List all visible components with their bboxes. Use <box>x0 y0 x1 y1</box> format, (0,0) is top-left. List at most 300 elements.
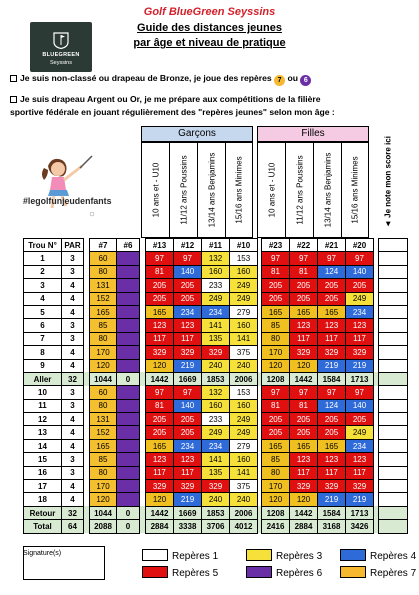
note-line-3: sportive fédérale en jouant régulièrement des "repères jeunes" selon mon âge : <box>10 107 335 117</box>
note-line-1 <box>10 72 311 86</box>
girls-distance: 219 <box>318 359 346 372</box>
table-header-row <box>24 239 408 252</box>
age-col-girls-minimes: 15/16 ans Minimes <box>341 142 369 238</box>
girls-distance: 249 <box>346 426 374 439</box>
boys-distance: 97 <box>174 252 202 265</box>
score-entry-cell[interactable] <box>379 292 408 305</box>
subtotal-row <box>24 372 408 385</box>
legend-swatch <box>340 566 366 578</box>
girls-distance: 117 <box>318 466 346 479</box>
boys-distance: 234 <box>174 305 202 318</box>
score-entry-cell[interactable] <box>379 359 408 372</box>
score-header-text: Je note mon score ici <box>383 136 393 218</box>
girls-distance: 140 <box>346 399 374 412</box>
par-value: 3 <box>62 386 84 399</box>
girls-distance: 97 <box>318 386 346 399</box>
legend-swatch <box>246 549 272 561</box>
boys-distance: 329 <box>146 480 174 493</box>
boys-distance: 233 <box>202 279 230 292</box>
col-header-par: PAR <box>62 239 84 252</box>
girls-distance: 97 <box>346 252 374 265</box>
tee-7-distance: 131 <box>90 279 117 292</box>
girls-distance: 3426 <box>346 520 374 533</box>
boys-distance: 1853 <box>202 506 230 519</box>
score-entry-cell[interactable] <box>379 413 408 426</box>
tee-6-distance <box>117 480 140 493</box>
tee-7-distance: 165 <box>90 305 117 318</box>
par-value: 4 <box>62 279 84 292</box>
table-row <box>24 279 408 292</box>
girls-distance: 80 <box>262 332 290 345</box>
tee-6-distance <box>117 466 140 479</box>
legend-swatch <box>142 566 168 578</box>
score-entry-cell[interactable] <box>379 279 408 292</box>
girls-distance: 124 <box>318 265 346 278</box>
boys-distance: 249 <box>202 292 230 305</box>
girls-distance: 205 <box>318 426 346 439</box>
checkbox-icon[interactable] <box>10 96 17 103</box>
table-row <box>24 426 408 439</box>
boys-distance: 120 <box>146 359 174 372</box>
girls-distance: 117 <box>346 332 374 345</box>
girls-distance: 205 <box>346 279 374 292</box>
girls-distance: 97 <box>262 386 290 399</box>
boys-distance: 375 <box>230 346 258 359</box>
boys-distance: 205 <box>174 292 202 305</box>
boys-distance: 249 <box>230 426 258 439</box>
par-value: 4 <box>62 359 84 372</box>
tee-6-distance <box>117 332 140 345</box>
tee-7-distance: 165 <box>90 439 117 452</box>
boys-distance: 140 <box>174 265 202 278</box>
par-value: 3 <box>62 332 84 345</box>
par-value: 4 <box>62 439 84 452</box>
table-row <box>24 453 408 466</box>
tee-6-distance <box>117 413 140 426</box>
score-entry-cell[interactable] <box>379 386 408 399</box>
girls-header: Filles <box>257 126 369 142</box>
boys-distance: 279 <box>230 305 258 318</box>
tee-6-distance <box>117 305 140 318</box>
boys-distance: 81 <box>146 265 174 278</box>
par-value: 3 <box>62 399 84 412</box>
subtotal-row <box>24 506 408 519</box>
hole-number: 6 <box>24 319 62 332</box>
girls-distance: 80 <box>262 466 290 479</box>
boys-distance: 1442 <box>146 506 174 519</box>
girls-distance: 329 <box>346 346 374 359</box>
tee-7-distance: 170 <box>90 480 117 493</box>
table-row <box>24 359 408 372</box>
score-entry-cell[interactable] <box>379 439 408 452</box>
row-label: Retour <box>24 506 62 519</box>
table-row <box>24 399 408 412</box>
boys-distance: 160 <box>230 453 258 466</box>
girls-distance: 120 <box>262 493 290 506</box>
tee-6-distance <box>117 319 140 332</box>
boys-distance: 165 <box>146 439 174 452</box>
col-header-girls-tee: #22 <box>290 239 318 252</box>
signature-label: Signature(s) <box>23 550 62 557</box>
legend-swatch <box>340 549 366 561</box>
score-entry-cell[interactable] <box>379 493 408 506</box>
hole-number: 9 <box>24 359 62 372</box>
table-row <box>24 480 408 493</box>
hole-number: 16 <box>24 466 62 479</box>
boys-distance: 2884 <box>146 520 174 533</box>
legend-swatch <box>142 549 168 561</box>
table-row <box>24 439 408 452</box>
girls-distance: 123 <box>346 453 374 466</box>
hole-number: 5 <box>24 305 62 318</box>
tee-7-distance: 120 <box>90 359 117 372</box>
tee-6-distance <box>117 359 140 372</box>
boys-distance: 117 <box>146 332 174 345</box>
girls-distance: 170 <box>262 346 290 359</box>
logo-line-2: Seyssins <box>49 60 72 66</box>
tee-6-distance <box>117 399 140 412</box>
girls-distance: 1208 <box>262 506 290 519</box>
girls-distance: 205 <box>318 292 346 305</box>
note-or: ou <box>287 73 298 83</box>
boys-distance: 141 <box>230 332 258 345</box>
girls-distance: 117 <box>290 466 318 479</box>
note-line-1-text: Je suis non-classé ou drapeau de Bronze, je joue des repères <box>20 73 272 83</box>
boys-distance: 329 <box>174 346 202 359</box>
tee-7-distance: 80 <box>90 466 117 479</box>
score-entry-cell[interactable] <box>379 252 408 265</box>
girls-distance: 205 <box>290 292 318 305</box>
boys-distance: 240 <box>202 359 230 372</box>
tee-6-distance: 0 <box>117 372 140 385</box>
boys-distance: 205 <box>174 426 202 439</box>
score-column-header: ◄ Je note mon score ici <box>383 136 393 228</box>
par-value: 4 <box>62 413 84 426</box>
boys-distance: 135 <box>202 466 230 479</box>
score-entry-cell[interactable] <box>379 426 408 439</box>
hole-number: 8 <box>24 346 62 359</box>
tee-7-distance: 60 <box>90 252 117 265</box>
score-entry-cell[interactable] <box>379 466 408 479</box>
par-value: 4 <box>62 480 84 493</box>
boys-distance: 1853 <box>202 372 230 385</box>
girls-distance: 2884 <box>290 520 318 533</box>
boys-distance: 234 <box>202 439 230 452</box>
girls-distance: 205 <box>262 426 290 439</box>
boys-distance: 240 <box>230 359 258 372</box>
checkbox-icon[interactable] <box>10 75 17 82</box>
score-entry-cell[interactable] <box>379 480 408 493</box>
girls-distance: 97 <box>290 386 318 399</box>
boys-distance: 117 <box>146 466 174 479</box>
score-entry-cell[interactable] <box>379 453 408 466</box>
boys-distance: 141 <box>230 466 258 479</box>
note-line-2-text: Je suis drapeau Argent ou Or, je me prépare aux compétitions de la filière <box>20 94 321 104</box>
tee-6-badge: 6 <box>300 75 311 86</box>
score-entry-cell[interactable] <box>379 265 408 278</box>
boys-distance: 97 <box>146 252 174 265</box>
tee-6-distance <box>117 453 140 466</box>
score-entry-cell[interactable] <box>379 372 408 385</box>
girls-distance: 2416 <box>262 520 290 533</box>
hashtag-text <box>23 196 111 206</box>
girls-distance: 97 <box>346 386 374 399</box>
tee-7-distance: 131 <box>90 413 117 426</box>
girls-distance: 329 <box>318 346 346 359</box>
girls-distance: 329 <box>290 346 318 359</box>
girls-distance: 205 <box>290 426 318 439</box>
girls-distance: 329 <box>346 480 374 493</box>
boys-distance: 249 <box>230 413 258 426</box>
par-value: 64 <box>62 520 84 533</box>
tee-6-distance <box>117 386 140 399</box>
boys-distance: 234 <box>202 305 230 318</box>
tee-6-distance: 0 <box>117 506 140 519</box>
legend-item-7: Repères 7 <box>340 566 416 579</box>
legend-swatch <box>246 566 272 578</box>
col-header-boys-tee: #13 <box>146 239 174 252</box>
boys-distance: 249 <box>230 292 258 305</box>
score-entry-cell[interactable] <box>379 346 408 359</box>
tee-7-distance: 120 <box>90 493 117 506</box>
girls-distance: 205 <box>262 292 290 305</box>
boys-distance: 329 <box>146 346 174 359</box>
girls-distance: 3168 <box>318 520 346 533</box>
table-row <box>24 346 408 359</box>
girls-distance: 205 <box>262 279 290 292</box>
hole-number: 4 <box>24 292 62 305</box>
girls-distance: 123 <box>346 319 374 332</box>
table-row <box>24 319 408 332</box>
boys-header: Garçons <box>141 126 253 142</box>
girls-distance: 123 <box>290 453 318 466</box>
tee-7-distance: 152 <box>90 292 117 305</box>
boys-distance: 219 <box>174 359 202 372</box>
boys-distance: 117 <box>174 332 202 345</box>
col-header-girls-tee: #21 <box>318 239 346 252</box>
boys-distance: 240 <box>202 493 230 506</box>
logo-line-1: BLUEGREEN <box>42 52 80 58</box>
tee-7-distance: 152 <box>90 426 117 439</box>
tee-7-distance: 80 <box>90 399 117 412</box>
age-col-boys-benjamins: 13/14 ans Benjamins <box>197 142 225 238</box>
girls-distance: 205 <box>262 413 290 426</box>
girls-distance: 329 <box>290 480 318 493</box>
girls-distance: 97 <box>290 252 318 265</box>
girls-distance: 165 <box>290 305 318 318</box>
girls-distance: 1584 <box>318 506 346 519</box>
boys-distance: 1669 <box>174 506 202 519</box>
girls-distance: 1208 <box>262 372 290 385</box>
table-row <box>24 305 408 318</box>
boys-distance: 2006 <box>230 372 258 385</box>
boys-distance: 205 <box>146 279 174 292</box>
tee-7-badge: 7 <box>274 75 285 86</box>
hole-number: 3 <box>24 279 62 292</box>
tee-6-distance <box>117 346 140 359</box>
boys-distance: 233 <box>202 413 230 426</box>
boys-distance: 329 <box>174 480 202 493</box>
age-col-girls-poussins: 11/12 ans Poussins <box>285 142 313 238</box>
par-value: 4 <box>62 292 84 305</box>
hole-number: 15 <box>24 453 62 466</box>
legend-item-6: Repères 6 <box>246 566 322 579</box>
table-row <box>24 332 408 345</box>
tee-6-distance <box>117 265 140 278</box>
boys-distance: 153 <box>230 386 258 399</box>
boys-distance: 132 <box>202 386 230 399</box>
score-entry-cell[interactable] <box>379 399 408 412</box>
boys-distance: 165 <box>146 305 174 318</box>
table-row <box>24 493 408 506</box>
boys-distance: 123 <box>146 453 174 466</box>
legend-item-1: Repères 1 <box>142 549 218 562</box>
girls-distance: 219 <box>346 493 374 506</box>
girls-distance: 81 <box>290 399 318 412</box>
girls-distance: 81 <box>262 265 290 278</box>
score-entry-cell[interactable] <box>379 506 408 519</box>
girls-distance: 123 <box>290 319 318 332</box>
girls-distance: 85 <box>262 319 290 332</box>
tee-6-distance <box>117 252 140 265</box>
girls-distance: 219 <box>318 493 346 506</box>
hole-number: 11 <box>24 399 62 412</box>
girls-distance: 81 <box>290 265 318 278</box>
page-title: Guide des distances jeunes <box>137 22 282 34</box>
girls-distance: 1442 <box>290 506 318 519</box>
boys-distance: 123 <box>146 319 174 332</box>
tee-7-distance: 170 <box>90 346 117 359</box>
col-header-boys-tee: #10 <box>230 239 258 252</box>
boys-distance: 160 <box>202 399 230 412</box>
girls-distance: 120 <box>262 359 290 372</box>
tee-7-distance: 80 <box>90 332 117 345</box>
par-value: 3 <box>62 265 84 278</box>
page-subtitle: par âge et niveau de pratique <box>133 37 286 49</box>
boys-distance: 219 <box>174 493 202 506</box>
tee-6-distance <box>117 493 140 506</box>
table-row <box>24 292 408 305</box>
girls-distance: 219 <box>346 359 374 372</box>
row-label: Total <box>24 520 62 533</box>
boys-distance: 123 <box>174 453 202 466</box>
age-col-girls-benjamins: 13/14 ans Benjamins <box>313 142 341 238</box>
boys-distance: 205 <box>146 292 174 305</box>
boys-distance: 375 <box>230 480 258 493</box>
boys-distance: 329 <box>202 346 230 359</box>
boys-distance: 81 <box>146 399 174 412</box>
subtotal-row <box>24 520 408 533</box>
girls-distance: 170 <box>262 480 290 493</box>
girls-distance: 1713 <box>346 506 374 519</box>
score-entry-cell[interactable] <box>379 319 408 332</box>
girls-distance: 117 <box>290 332 318 345</box>
girls-distance: 205 <box>318 279 346 292</box>
boys-distance: 329 <box>202 480 230 493</box>
girls-distance: 205 <box>290 413 318 426</box>
col-header-boys-tee: #11 <box>202 239 230 252</box>
girls-distance: 165 <box>290 439 318 452</box>
hashtag: #legolfunjeudenfants <box>23 196 112 206</box>
boys-distance: 3338 <box>174 520 202 533</box>
distance-table <box>23 238 408 534</box>
tee-6-distance <box>117 439 140 452</box>
col-header-girls-tee: #23 <box>262 239 290 252</box>
girls-distance: 165 <box>318 439 346 452</box>
par-value: 4 <box>62 493 84 506</box>
age-col-girls-u10: 10 ans et - U10 <box>257 142 285 238</box>
tee-7-distance: 85 <box>90 453 117 466</box>
par-value: 32 <box>62 372 84 385</box>
girls-distance: 81 <box>262 399 290 412</box>
age-col-boys-u10: 10 ans et - U10 <box>141 142 169 238</box>
par-value: 3 <box>62 252 84 265</box>
tee-6-distance <box>117 279 140 292</box>
col-header-hole: Trou N° <box>24 239 62 252</box>
boys-distance: 120 <box>146 493 174 506</box>
hole-number: 7 <box>24 332 62 345</box>
girls-distance: 120 <box>290 493 318 506</box>
girls-distance: 165 <box>262 305 290 318</box>
boys-distance: 97 <box>174 386 202 399</box>
boys-distance: 160 <box>230 265 258 278</box>
girls-distance: 205 <box>290 279 318 292</box>
boys-distance: 132 <box>202 252 230 265</box>
boys-distance: 249 <box>230 279 258 292</box>
col-header-girls-tee: #20 <box>346 239 374 252</box>
tee-6-distance <box>117 292 140 305</box>
table-row <box>24 413 408 426</box>
par-value: 3 <box>62 453 84 466</box>
hole-number: 2 <box>24 265 62 278</box>
hole-number: 14 <box>24 439 62 452</box>
girls-distance: 249 <box>346 292 374 305</box>
table-row <box>24 466 408 479</box>
tee-7-distance: 1044 <box>90 506 117 519</box>
boys-distance: 160 <box>230 319 258 332</box>
girls-distance: 329 <box>318 480 346 493</box>
girls-distance: 205 <box>346 413 374 426</box>
girls-distance: 85 <box>262 453 290 466</box>
score-entry-cell[interactable] <box>379 305 408 318</box>
tee-7-distance: 1044 <box>90 372 117 385</box>
tee-7-distance: 60 <box>90 386 117 399</box>
boys-distance: 234 <box>174 439 202 452</box>
tee-7-distance: 2088 <box>90 520 117 533</box>
score-entry-cell[interactable] <box>379 332 408 345</box>
score-entry-cell[interactable] <box>379 520 408 533</box>
table-row <box>24 386 408 399</box>
girls-distance: 140 <box>346 265 374 278</box>
girls-distance: 97 <box>318 252 346 265</box>
legend-item-4: Repères 4 <box>340 549 416 562</box>
table-row <box>24 252 408 265</box>
score-header-cell <box>379 239 408 252</box>
girl-golfer-illustration <box>34 154 98 218</box>
par-value: 3 <box>62 319 84 332</box>
tee-6-distance <box>117 426 140 439</box>
girls-distance: 165 <box>262 439 290 452</box>
boys-distance: 205 <box>146 413 174 426</box>
hole-number: 12 <box>24 413 62 426</box>
boys-distance: 205 <box>146 426 174 439</box>
girls-distance: 123 <box>318 453 346 466</box>
girls-distance: 1584 <box>318 372 346 385</box>
par-value: 32 <box>62 506 84 519</box>
girls-distance: 117 <box>318 332 346 345</box>
par-value: 4 <box>62 346 84 359</box>
boys-distance: 205 <box>174 413 202 426</box>
